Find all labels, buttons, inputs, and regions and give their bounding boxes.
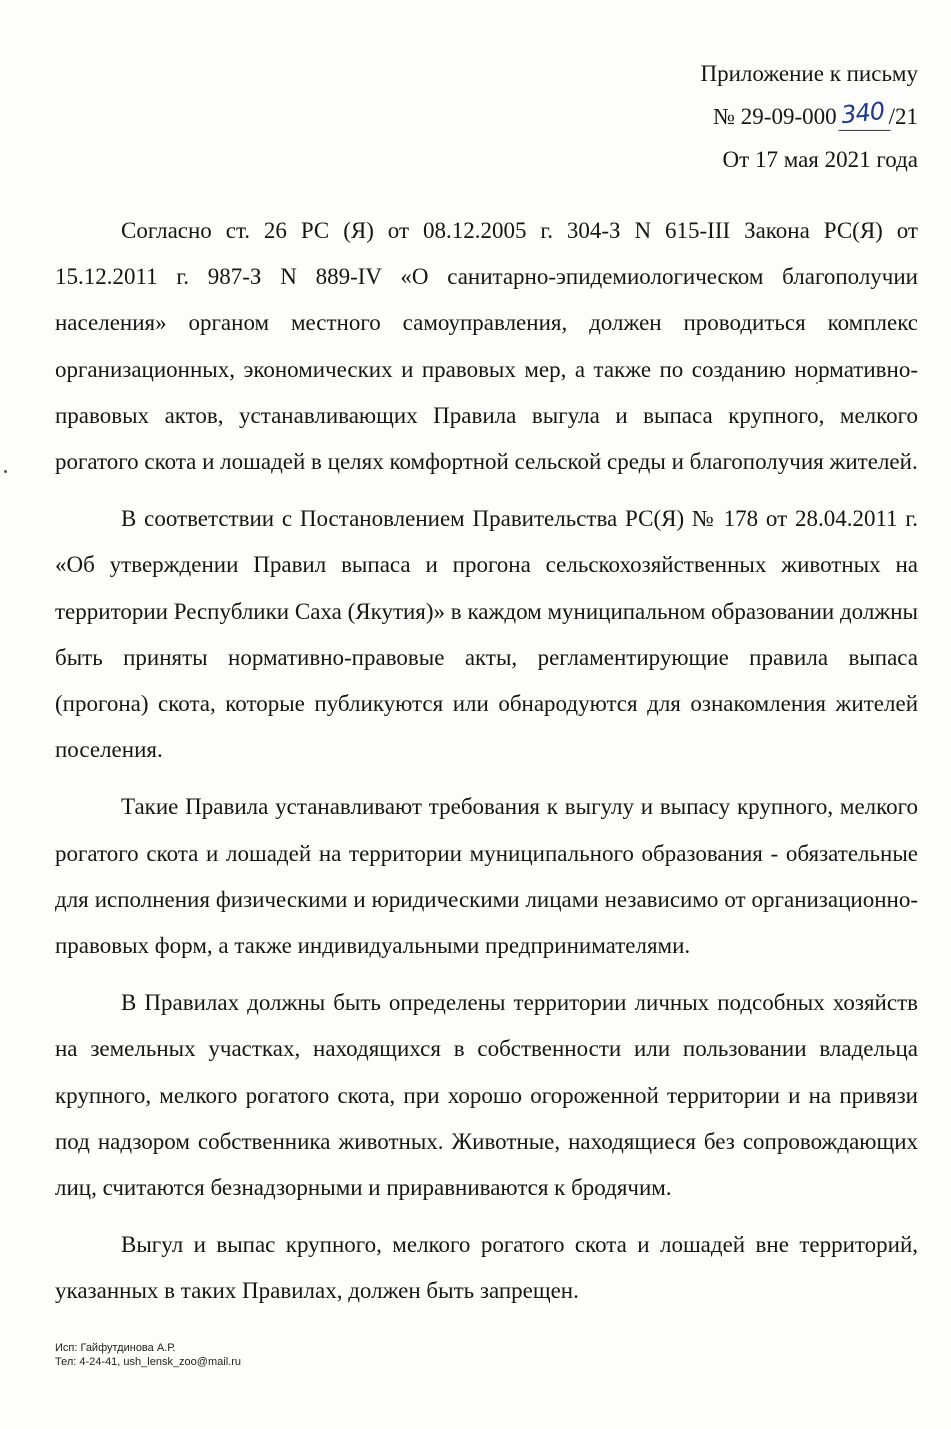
letter-number-suffix: /21: [888, 104, 918, 129]
executor-footer: [55, 1341, 241, 1369]
letter-number: [701, 95, 919, 138]
paragraph: В соответствии с Постановлением Правительства РС(Я) № 178 от 28.04.2011 г. «Об утверждении Правил выпаса и прогона сельскохозяйственных животных на территории Республики Саха (Якутия)» в каждом муниципальном образовании должны быть приняты нормативно-правовые акты, регламентирующие правила выпаса (прогона) скота, которые публикуются или обнародуются для ознакомления жителей поселения.: [55, 506, 918, 763]
attachment-header: [701, 52, 919, 181]
paragraph: Выгул и выпас крупного, мелкого рогатого скота и лошадей вне территорий, указанных в таких Правилах, должен быть запрещен.: [55, 1232, 918, 1304]
paragraph: Согласно ст. 26 РС (Я) от 08.12.2005 г. 304-З N 615-III Закона РС(Я) от 15.12.2011 г. 987-З N 889-IV «О санитарно-эпидемиологическом благополучии населения» органом местного самоуправления, должен проводиться комплекс организационных, экономических и правовых мер, а также по созданию нормативно-правовых актов, устанавливающих Правила выгула и выпаса крупного, мелкого рогатого скота и лошадей в целях комфортной сельской среды и благополучия жителей.: [55, 218, 918, 475]
scan-speck: [4, 470, 7, 473]
paragraph: Такие Правила устанавливают требования к выгулу и выпасу крупного, мелкого рогатого скота и лошадей на территории муниципального образования - обязательные для исполнения физическими и юридическими лицами независимо от организационно-правовых форм, а также индивидуальными предпринимателями.: [55, 794, 918, 959]
scan-speck: [816, 382, 818, 384]
executor-contacts: Тел: 4-24-41, ush_lensk_zoo@mail.ru: [55, 1356, 241, 1368]
paragraph: В Правилах должны быть определены территории личных подсобных хозяйств на земельных участках, находящихся в собственности или пользовании владельца крупного, мелкого рогатого скота, при хорошо огороженной территории и на привязи под надзором собственника животных. Животные, находящиеся без сопровождающих лиц, считаются безнадзорными и приравниваются к бродячим.: [55, 990, 918, 1201]
letter-body: [55, 208, 918, 1326]
executor-name: Исп: Гайфутдинова А.Р.: [55, 1342, 176, 1354]
letter-number-prefix: № 29-09-000: [713, 104, 837, 129]
attachment-title: Приложение к письму: [700, 61, 918, 86]
handwritten-number: 340: [834, 89, 890, 137]
letter-date: От 17 мая 2021 года: [722, 147, 918, 172]
